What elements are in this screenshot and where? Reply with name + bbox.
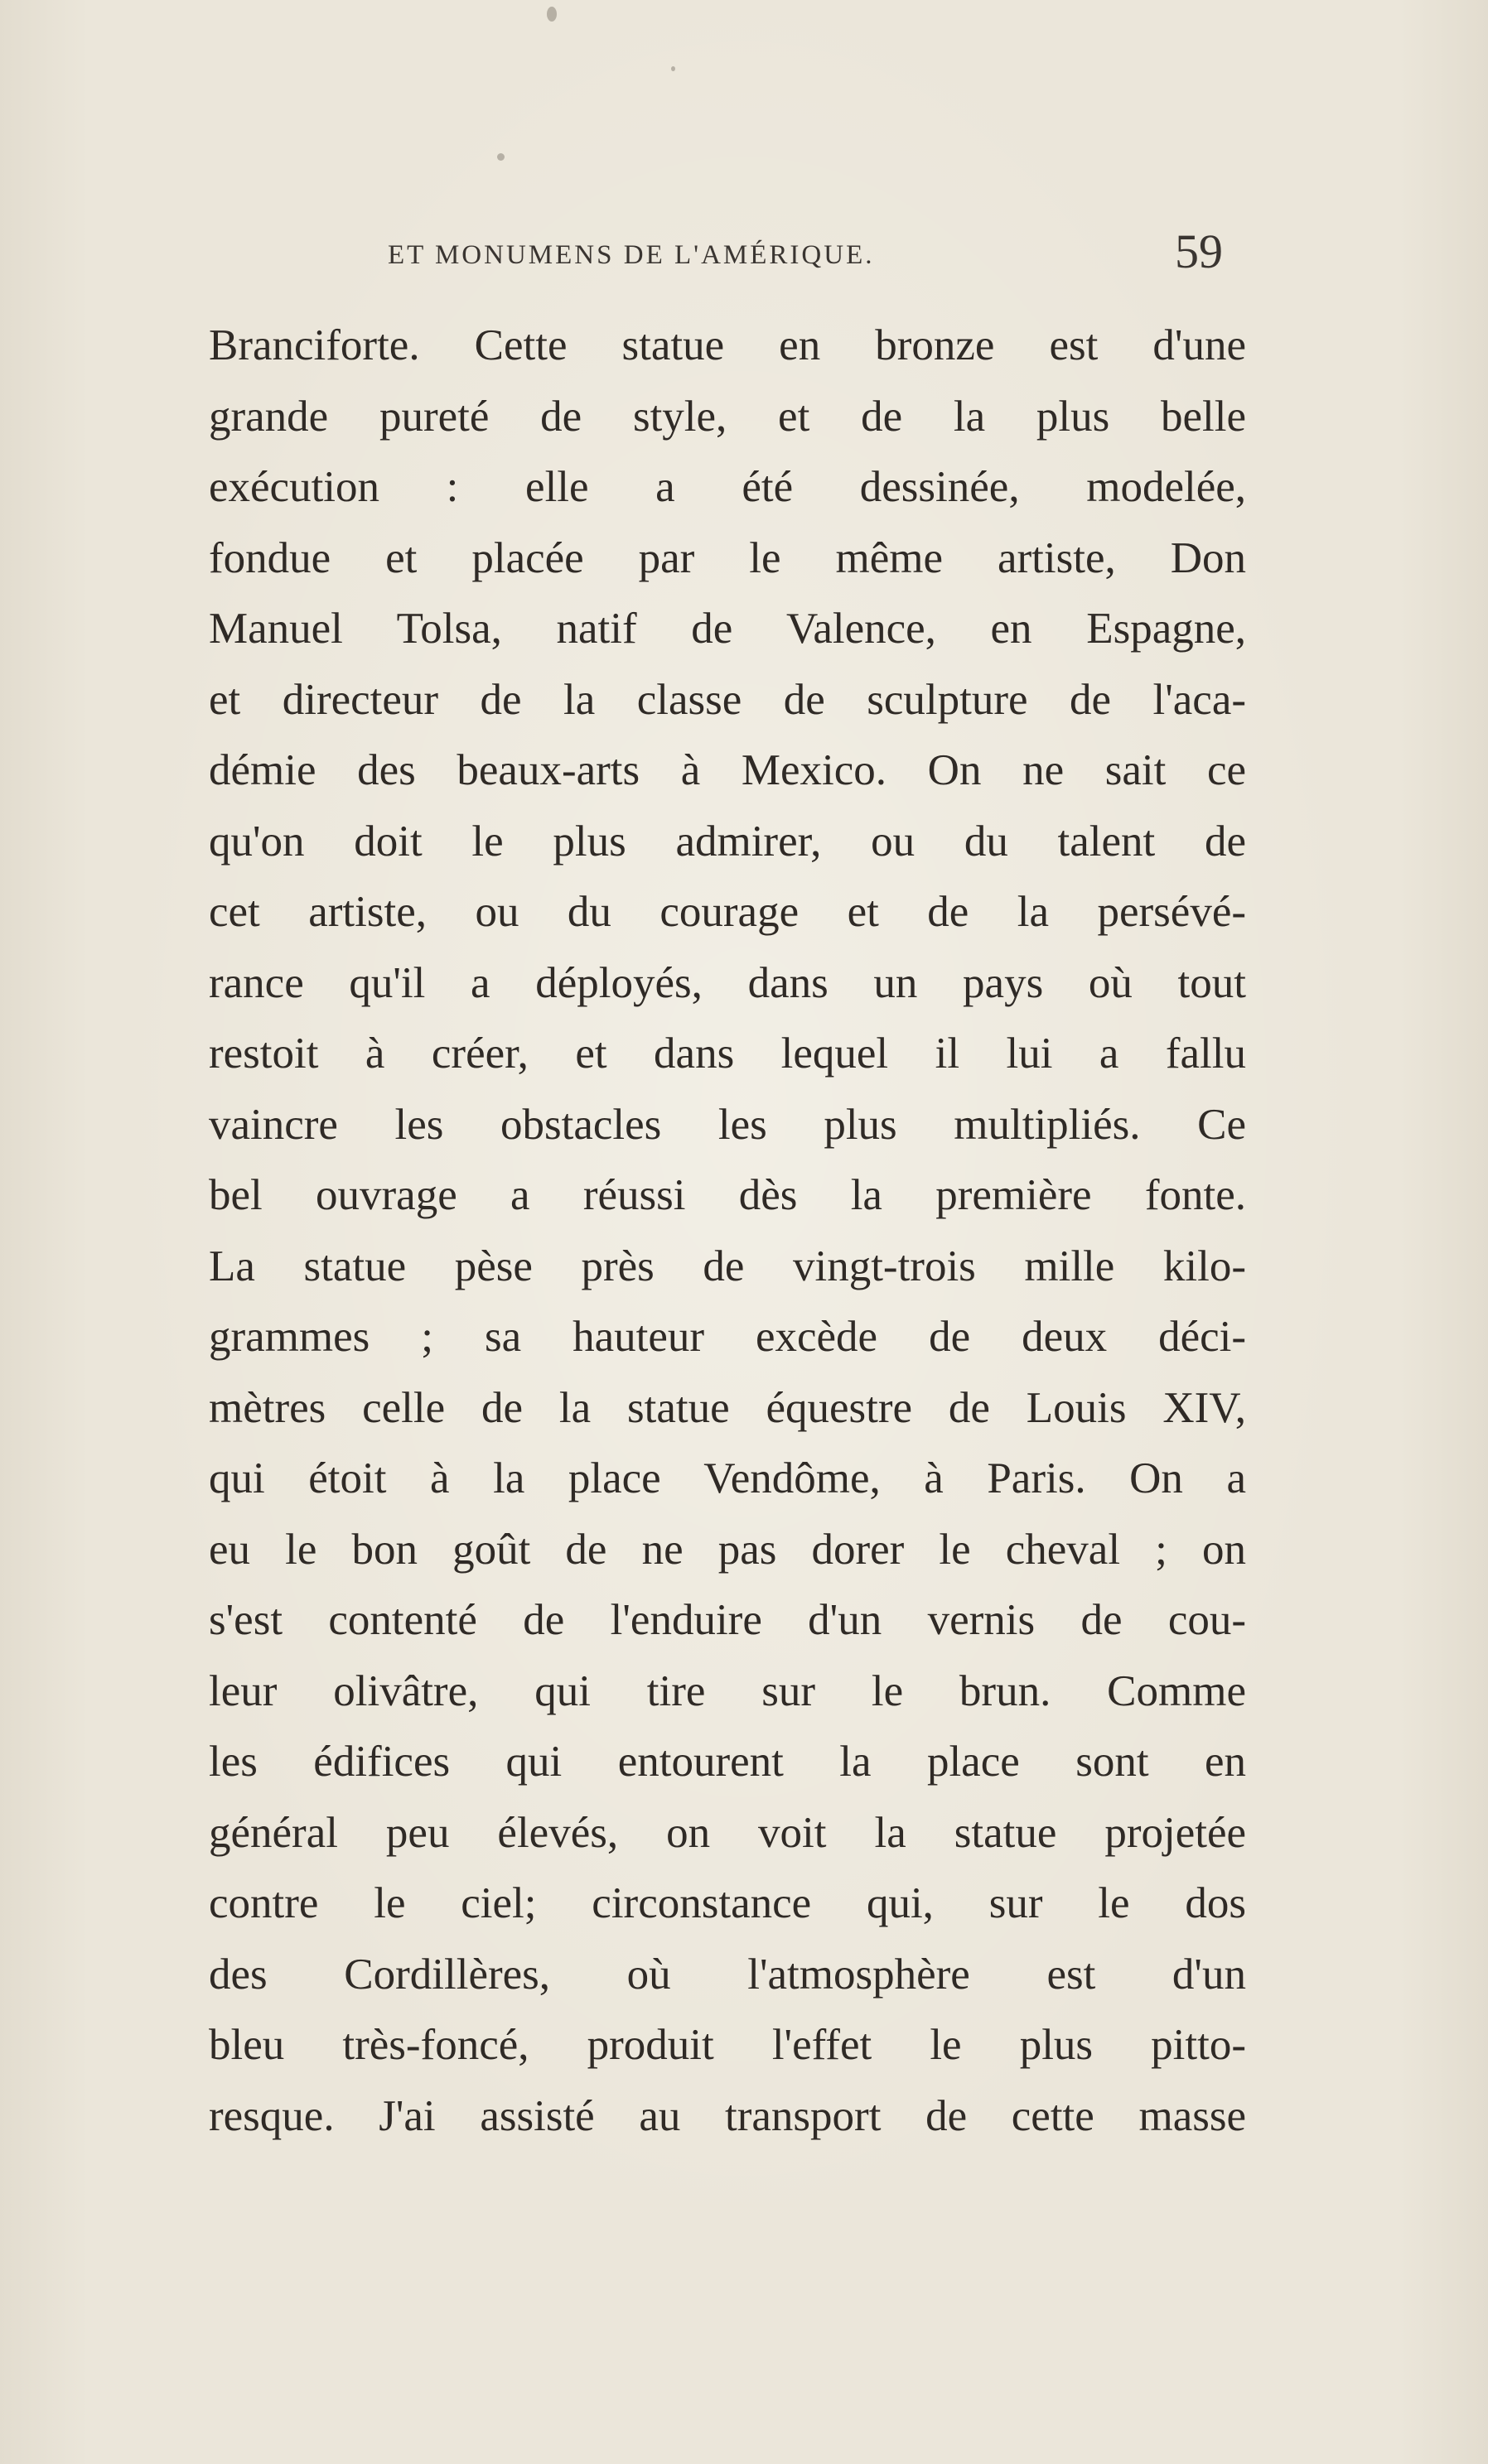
page-number: 59: [1175, 224, 1223, 278]
text-line: et directeur de la classe de sculpture de l'aca-: [209, 675, 1246, 724]
text-line: Branciforte. Cette statue en bronze est d'une: [209, 321, 1246, 369]
text-line: fondue et placée par le même artiste, Don: [209, 533, 1246, 582]
text-line: cet artiste, ou du courage et de la persévé-: [209, 888, 1246, 936]
text-line: mètres celle de la statue équestre de Louis XIV,: [209, 1383, 1246, 1432]
running-head: ET MONUMENS DE L'AMÉRIQUE.: [388, 240, 875, 270]
text-line: bel ouvrage a réussi dès la première fonte.: [209, 1171, 1246, 1219]
page-header: [0, 224, 1488, 292]
text-line: eu le bon goût de ne pas dorer le cheval ; on: [209, 1525, 1246, 1574]
text-line: grammes ; sa hauteur excède de deux déci-: [209, 1313, 1246, 1361]
text-line: contre le ciel; circonstance qui, sur le dos: [209, 1879, 1246, 1927]
text-line: qui étoit à la place Vendôme, à Paris. On a: [209, 1454, 1246, 1502]
paper-speck: [497, 153, 505, 161]
text-line: qu'on doit le plus admirer, ou du talent de: [209, 817, 1246, 866]
paper-speck: [547, 7, 557, 22]
paper-speck: [671, 66, 675, 71]
text-line: les édifices qui entourent la place sont en: [209, 1738, 1246, 1786]
text-line: s'est contenté de l'enduire d'un vernis de cou-: [209, 1596, 1246, 1644]
text-line: exécution : elle a été dessinée, modelée,: [209, 463, 1246, 511]
text-line: La statue pèse près de vingt-trois mille kilo-: [209, 1242, 1246, 1290]
text-line: des Cordillères, où l'atmosphère est d'un: [209, 1950, 1246, 1999]
text-line: bleu très-foncé, produit l'effet le plus pitto-: [209, 2021, 1246, 2069]
text-line: vaincre les obstacles les plus multipliés. Ce: [209, 1100, 1246, 1149]
text-line: leur olivâtre, qui tire sur le brun. Comme: [209, 1666, 1246, 1715]
body-paragraph: [209, 311, 1246, 2152]
text-line: général peu élevés, on voit la statue projetée: [209, 1808, 1246, 1857]
text-line: démie des beaux-arts à Mexico. On ne sait ce: [209, 746, 1246, 794]
text-line: rance qu'il a déployés, dans un pays où tout: [209, 958, 1246, 1007]
text-line: restoit à créer, et dans lequel il lui a fallu: [209, 1029, 1246, 1078]
text-line: resque. J'ai assisté au transport de cette masse: [209, 2091, 1246, 2140]
text-line: Manuel Tolsa, natif de Valence, en Espagne,: [209, 605, 1246, 653]
text-line: grande pureté de style, et de la plus belle: [209, 392, 1246, 441]
